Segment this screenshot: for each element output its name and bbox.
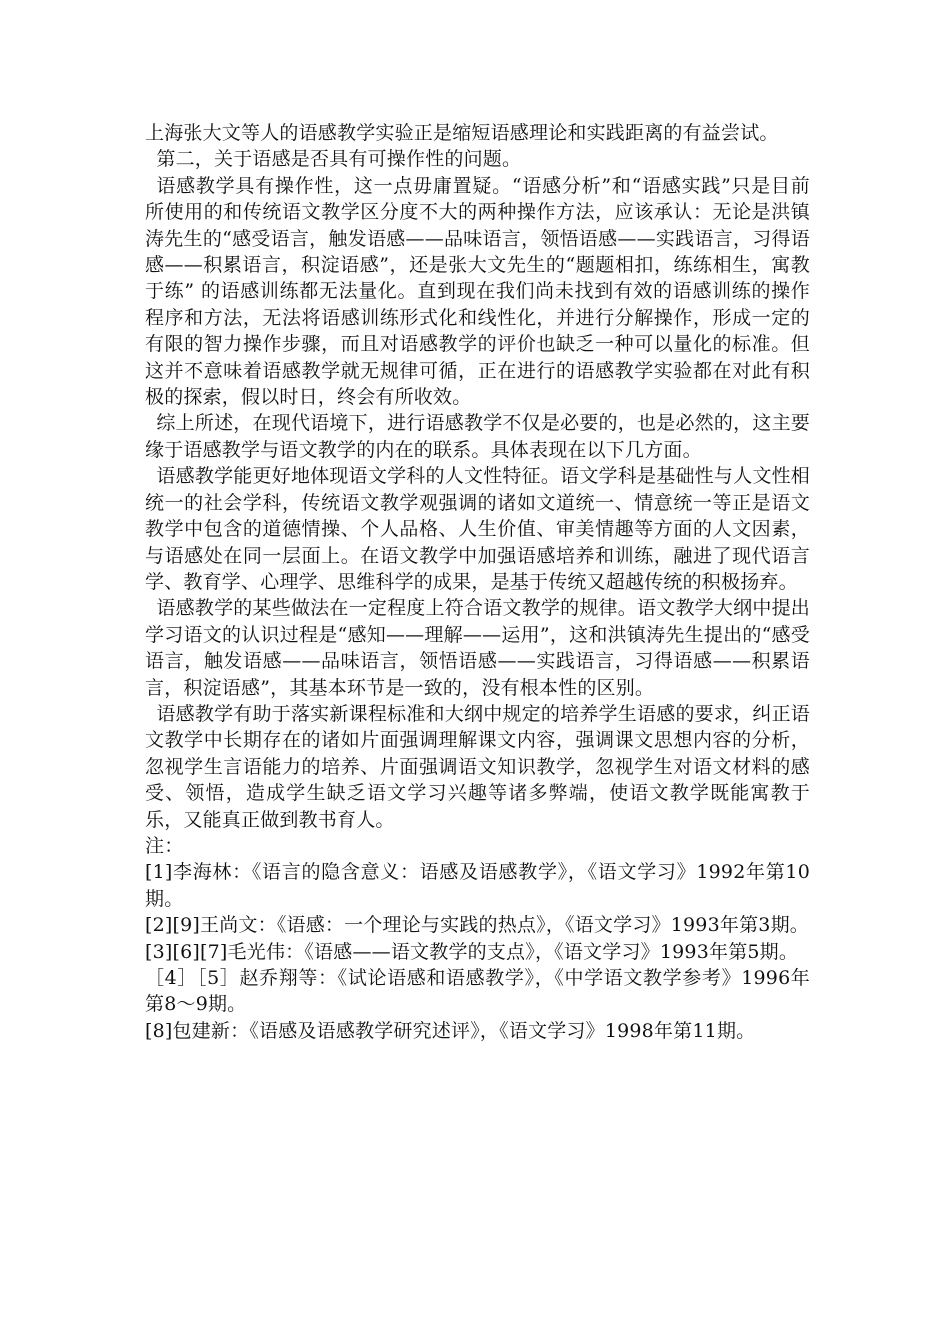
paragraph-operability: 语感教学具有操作性，这一点毋庸置疑。“语感分析”和“语感实践”只是目前所使用的和传统语文教学区分度不大的两种操作方法，应该承认：无论是洪镇涛先生的“感受语言，触发语感——品味语言，领悟语感——实践语言，习得语感——积累语言，积淀语感”，还是张大文先生的“题题相扣，练练相生，寓教于练” 的语感训练都无法量化。直到现在我们尚未找到有效的语感训练的操作程序和方法，无法将语感训练形式化和线性化，并进行分解操作，形成一定的有限的智力操作步骤，而且对语感教学的评价也缺乏一种可以量化的标准。但这并不意味着语感教学就无规律可循，正在进行的语感教学实验都在对此有积极的探索，假以时日，终会有所收效。 bbox=[145, 174, 810, 409]
paragraph-second-point: 第二，关于语感是否具有可操作性的问题。 bbox=[156, 148, 522, 171]
paragraph-rules: 语感教学的某些做法在一定程度上符合语文教学的规律。语文教学大纲中提出学习语文的认识过程是“感知——理解——运用”，这和洪镇涛先生提出的“感受语言，触发语感——品味语言，领悟语感——实践语言，习得语感——积累语言，积淀语感”，其基本环节是一致的，没有根本性的区别。 bbox=[145, 597, 810, 699]
paragraph-humanistic: 语感教学能更好地体现语文学科的人文性特征。语文学科是基础性与人文性相统一的社会学科，传统语文教学观强调的诸如文道统一、情意统一等正是语文教学中包含的道德情操、个人品格、人生价值、审美情趣等方面的人文因素，与语感处在同一层面上。在语文教学中加强语感培养和训练，融进了现代语言学、教育学、心理学、思维科学的成果，是基于传统又超越传统的积极扬弃。 bbox=[145, 465, 810, 593]
note-item: ［4］［5］赵乔翔等：《试论语感和语感教学》，《中学语文教学参考》1996年第8～9期。 bbox=[145, 967, 810, 1016]
note-item: [2][9]王尚文：《语感：一个理论与实践的热点》，《语文学习》1993年第3期。 bbox=[145, 914, 809, 937]
paragraph-summary: 综上所述，在现代语境下，进行语感教学不仅是必要的，也是必然的，这主要缘于语感教学与语文教学的内在的联系。具体表现在以下几方面。 bbox=[145, 412, 810, 461]
note-item: [3][6][7]毛光伟：《语感——语文教学的支点》，《语文学习》1993年第5期。 bbox=[145, 940, 799, 963]
note-item: [8]包建新：《语感及语感教学研究述评》，《语文学习》1998年第11期。 bbox=[145, 1019, 756, 1042]
paragraph-intro-continuation: 上海张大文等人的语感教学实验正是缩短语感理论和实践距离的有益尝试。 bbox=[145, 122, 779, 144]
document-body bbox=[145, 120, 810, 1044]
paragraph-curriculum: 语感教学有助于落实新课程标准和大纲中规定的培养学生语感的要求，纠正语文教学中长期存在的诸如片面强调理解课文内容，强调课文思想内容的分析，忽视学生言语能力的培养、片面强调语文知识教学，忽视学生对语文材料的感受、领悟，造成学生缺乏语文学习兴趣等诸多弊端，使语文教学既能寓教于乐，又能真正做到教书育人。 bbox=[145, 702, 810, 831]
note-item: [1]李海林：《语言的隐含意义：语感及语感教学》，《语文学习》1992年第10期。 bbox=[145, 861, 810, 910]
notes-label: 注： bbox=[145, 834, 184, 857]
